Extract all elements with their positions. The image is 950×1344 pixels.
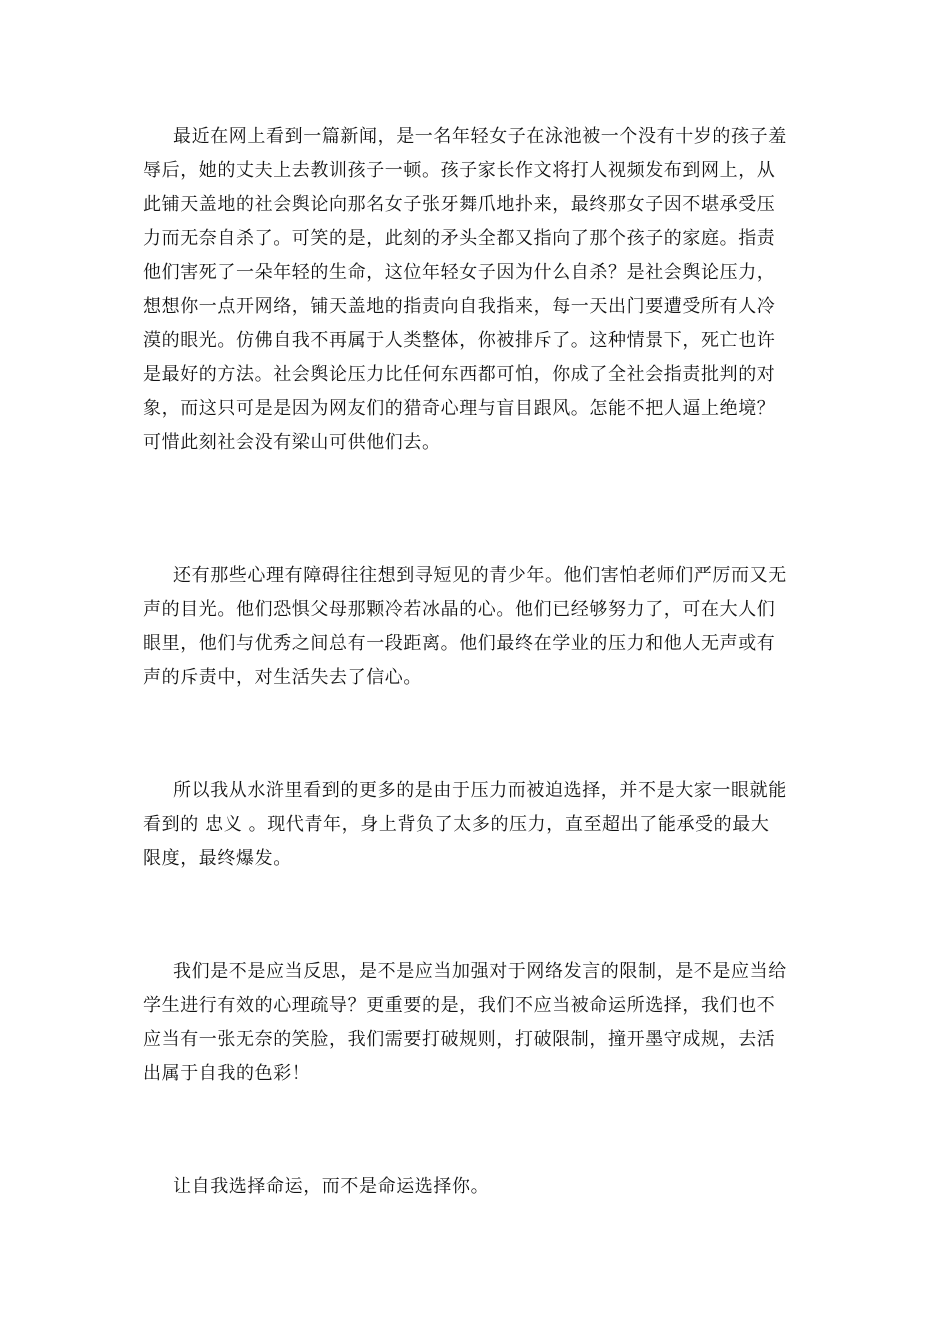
text-line: 学生进行有效的心理疏导？更重要的是，我们不应当被命运所选择，我们也不 xyxy=(143,995,776,1016)
text-line: 声的目光。他们恐惧父母那颗冷若冰晶的心。他们已经够努力了，可在大人们 xyxy=(143,599,776,620)
text-line: 漠的眼光。仿佛自我不再属于人类整体，你被排斥了。这种情景下，死亡也许 xyxy=(143,330,776,351)
text-line: 所以我从水浒里看到的更多的是由于压力而被迫选择，并不是大家一眼就能 xyxy=(173,780,787,801)
text-line: 是最好的方法。社会舆论压力比任何东西都可怕，你成了全社会指责批判的对 xyxy=(143,364,776,385)
text-line: 想想你一点开网络，铺天盖地的指责向自我指来，每一天出门要遭受所有人冷 xyxy=(143,296,776,317)
text-line: 辱后，她的丈夫上去教训孩子一顿。孩子家长作文将打人视频发布到网上，从 xyxy=(143,160,776,181)
paragraph-1 xyxy=(143,120,808,460)
paragraph-3 xyxy=(143,774,808,876)
paragraph-5 xyxy=(143,1170,808,1204)
paragraph-2 xyxy=(143,559,808,695)
text-line: 力而无奈自杀了。可笑的是，此刻的矛头全都又指向了那个孩子的家庭。指责 xyxy=(143,228,776,249)
text-line: 可惜此刻社会没有梁山可供他们去。 xyxy=(143,432,441,453)
text-line: 最近在网上看到一篇新闻，是一名年轻女子在泳池被一个没有十岁的孩子羞 xyxy=(173,126,787,147)
text-line: 此铺天盖地的社会舆论向那名女子张牙舞爪地扑来，最终那女子因不堪承受压 xyxy=(143,194,776,215)
text-line: 看到的 忠义 。现代青年，身上背负了太多的压力，直至超出了能承受的最大 xyxy=(143,814,770,835)
text-line: 限度，最终爆发。 xyxy=(143,848,292,869)
text-line: 还有那些心理有障碍往往想到寻短见的青少年。他们害怕老师们严厉而又无 xyxy=(173,565,787,586)
text-line: 声的斥责中，对生活失去了信心。 xyxy=(143,667,422,688)
text-line: 他们害死了一朵年轻的生命，这位年轻女子因为什么自杀？是社会舆论压力， xyxy=(143,262,776,283)
text-line: 让自我选择命运，而不是命运选择你。 xyxy=(173,1176,490,1197)
text-line: 我们是不是应当反思，是不是应当加强对于网络发言的限制，是不是应当给 xyxy=(173,961,787,982)
text-line: 出属于自我的色彩！ xyxy=(143,1063,311,1084)
text-line: 象，而这只可是是因为网友们的猎奇心理与盲目跟风。怎能不把人逼上绝境？ xyxy=(143,398,776,419)
paragraph-4 xyxy=(143,955,808,1091)
text-line: 眼里，他们与优秀之间总有一段距离。他们最终在学业的压力和他人无声或有 xyxy=(143,633,776,654)
text-line: 应当有一张无奈的笑脸，我们需要打破规则，打破限制，撞开墨守成规，去活 xyxy=(143,1029,776,1050)
